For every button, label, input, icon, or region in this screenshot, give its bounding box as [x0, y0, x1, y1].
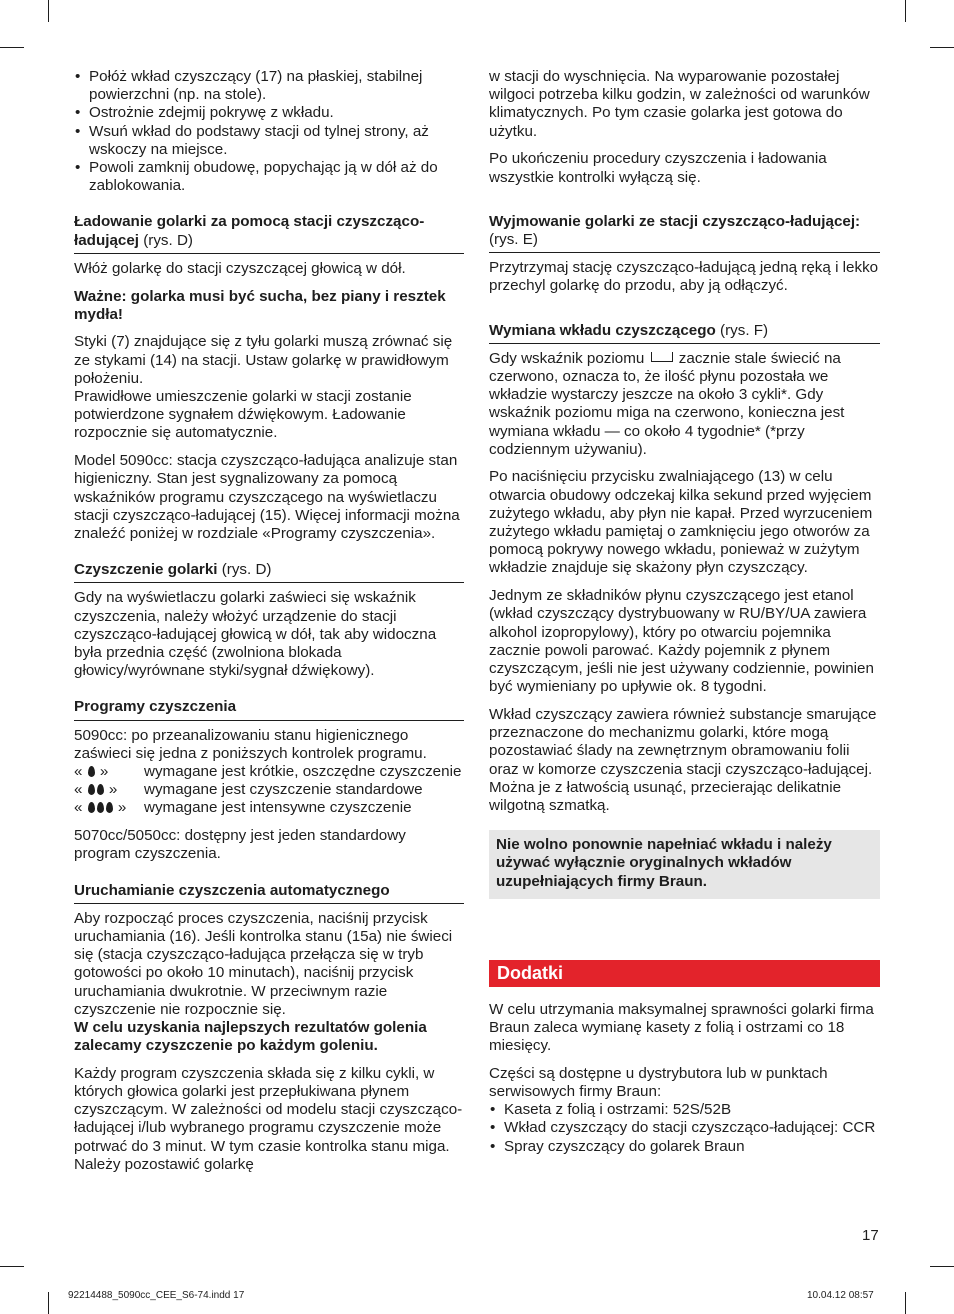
paragraph — [489, 350, 880, 459]
drop-icon — [97, 784, 104, 795]
list-item: • Kaseta z folią i ostrzami: 52S/52B — [489, 1101, 880, 1119]
paragraph: Włóż golarkę do stacji czyszczącej głowicą w dół. — [74, 259, 406, 277]
crop-mark — [48, 0, 49, 22]
figure-ref: (rys. F) — [715, 321, 769, 339]
program-row-standard — [74, 781, 464, 799]
section-title: Programy czyszczenia — [74, 698, 237, 716]
drop-icon — [88, 784, 95, 795]
section-heading-auto — [74, 882, 464, 904]
right-column — [489, 68, 880, 1165]
paragraph: Części są dostępne u dystrybutora lub w punktach serwisowych firmy Braun: — [489, 1064, 828, 1101]
quote-close: » — [99, 763, 109, 780]
paragraph: W celu utrzymania maksymalnej sprawności golarki firma Braun zaleca wymianę kasety z folią i ostrzami co 18 miesięcy. — [489, 1000, 874, 1055]
paragraph: Każdy program czyszczenia składa się z kilku cykli, w których głowica golarki jest przepłukiwana płynem czyszczącym. W zależności od modelu stacji czyszcząco-ładującej i/lub wybranego programu czyszczenie może potrwać do 3 minut. W tym czasie kontrolka stanu miga. Należy pozostawić golarkę — [74, 1064, 463, 1173]
section-title: Wymiana wkładu czyszczącego — [489, 321, 716, 339]
paragraph — [74, 333, 464, 442]
program-description: wymagane jest krótkie, oszczędne czyszczenie — [144, 763, 462, 780]
quote-open: « — [74, 781, 83, 799]
warning-text: Ważne: golarka musi być sucha, bez piany i resztek mydła! — [74, 287, 446, 323]
section-title: Czyszczenie golarki — [74, 561, 218, 579]
paragraph: Przytrzymaj stację czyszcząco-ładującą jedną ręką i lekko przechyl golarkę do przodu, aby ją odłączyć. — [489, 259, 879, 295]
accessories-heading: Dodatki — [489, 960, 880, 987]
section-heading-remove — [489, 213, 880, 253]
quote-open: « — [74, 799, 83, 817]
paragraph: Wkład czyszczący zawiera również substancje smarujące przeznaczone do mechanizmu golarki, które mogą pozostawiać ślady na zewnętrznym obramowaniu folii oraz w komorze czyszczenia stacji czyszcząco-ładującej. Można je z łatwością usunąć, przecierając delikatnie wilgotną szmatką. — [489, 705, 877, 814]
recommendation-text: W celu uzyskania najlepszych rezultatów golenia zalecamy czyszczenie po każdym goleniu. — [74, 1018, 427, 1055]
notice-box: Nie wolno ponownie napełniać wkładu i należy używać wyłącznie oryginalnych wkładów uzupełniających firmy Braun. — [489, 830, 880, 899]
programs-intro: 5090cc: po przeanalizowaniu stanu higienicznego zaświeci się jedna z poniższych kontrolek programu. — [74, 726, 427, 762]
paragraph: Po ukończeniu procedury czyszczenia i ładowania wszystkie kontrolki wyłączą się. — [489, 150, 827, 186]
list-item: • Połóż wkład czyszczący (17) na płaskiej, stabilnej powierzchni (np. na stole). — [74, 68, 464, 104]
list-item: • Wkład czyszczący do stacji czyszcząco-ładującej: CCR — [489, 1119, 880, 1137]
drop-icon — [88, 766, 95, 777]
paragraph: 5070cc/5050cc: dostępny jest jeden standardowy program czyszczenia. — [74, 827, 406, 863]
drop-icon — [106, 802, 113, 813]
list-item: • Spray czyszczący do golarek Braun — [489, 1138, 880, 1156]
crop-mark — [905, 1292, 906, 1314]
figure-ref: (rys. E) — [489, 230, 538, 248]
paragraph: Gdy na wyświetlaczu golarki zaświeci się wskaźnik czyszczenia, należy włożyć urządzenie do stacji czyszcząco-ładującej głowicą w dół, tak aby widoczna była przednia część (zwolniona blokada głowicy/wyrównane styki/sygnał dźwiękowy). — [74, 589, 437, 680]
quote-close: » — [117, 799, 127, 817]
paragraph-text: Aby rozpocząć proces czyszczenia, naciśnij przycisk uruchamiania (16). Jeśli kontrolka stanu (15a) nie świeci się (stacja czyszcząco-ładująca przełącza się w tryb gotowości po około 10 minutach), naciśnij przycisk uruchamiania dwukrotnie. W przeciwnym razie czyszczenie nie rozpocznie się. — [74, 909, 453, 1018]
program-description: wymagane jest intensywne czyszczenie — [144, 799, 412, 817]
program-row-intensive — [74, 799, 464, 817]
program-row-short — [74, 763, 464, 781]
crop-mark — [905, 0, 906, 22]
paragraph-line: Styki (7) znajdujące się z tyłu golarki muszą zrównać się ze stykami (14) na stacji. Ustaw golarkę w prawidłowym położeniu. — [74, 333, 453, 387]
paragraph: w stacji do wyschnięcia. Na wyparowanie pozostałej wilgoci potrzeba kilku godzin, w zależności od warunków klimatycznych. Po tym czasie golarka jest gotowa do użytku. — [489, 68, 870, 140]
paragraph-text: Gdy wskaźnik poziomu — [489, 349, 645, 367]
footer-file-slug: 92214488_5090cc_CEE_S6-74.indd 17 — [68, 1290, 245, 1301]
list-item: • Ostrożnie zdejmij pokrywę z wkładu. — [74, 104, 464, 122]
crop-mark — [930, 1266, 954, 1267]
page-number: 17 — [862, 1227, 879, 1244]
paragraph-line: Prawidłowe umieszczenie golarki w stacji zostanie potwierdzone sygnałem dźwiękowym. Ładowanie rozpocznie się automatycznie. — [74, 388, 412, 442]
section-heading-cleaning — [74, 561, 464, 583]
figure-ref: (rys. D) — [139, 231, 193, 249]
crop-mark — [0, 47, 24, 48]
section-heading-programs — [74, 698, 464, 720]
program-symbol — [74, 781, 144, 799]
list-item: • Wsuń wkład do podstawy stacji od tylnej strony, aż wskoczy na miejsce. — [74, 123, 464, 159]
section-heading-charging — [74, 213, 464, 253]
paragraph: Model 5090cc: stacja czyszcząco-ładująca analizuje stan higieniczny. Stan jest sygnalizowany za pomocą wskaźników programu czyszczącego na wyświetlaczu stacji czyszcząco-ładującej (15). Więcej informacji można znaleźć poniżej w rozdziale «Programy czyszczenia». — [74, 452, 460, 542]
drop-icon — [88, 802, 95, 813]
section-title: Ładowanie golarki za pomocą stacji czyszcząco-ładującej — [74, 213, 425, 249]
figure-ref: (rys. D) — [217, 561, 272, 579]
section-title: Wyjmowanie golarki ze stacji czyszcząco-ładującej: — [489, 212, 861, 230]
crop-mark — [0, 1266, 24, 1267]
crop-mark — [48, 1292, 49, 1314]
paragraph — [74, 910, 464, 1056]
setup-bullet-list — [74, 68, 464, 195]
footer-date-slug: 10.04.12 08:57 — [807, 1290, 874, 1301]
level-indicator-icon — [651, 352, 673, 362]
program-description: wymagane jest czyszczenie standardowe — [144, 781, 423, 799]
list-item: • Powoli zamknij obudowę, popychając ją w dół aż do zablokowania. — [74, 159, 464, 195]
section-heading-replace — [489, 322, 880, 344]
crop-mark — [930, 47, 954, 48]
paragraph: Po naciśnięciu przycisku zwalniającego (13) w celu otwarcia obudowy odczekaj kilka sekund przed wyjęciem zużytego wkładu, aby płyn nie kapał. Przed wyrzuceniem zużytego wkładu pamiętaj o zamknięciu jego otworów za pomocą pokrywy nowego wkładu, ponieważ w zużytym wkładzie znajduje się skażony płyn czyszczący. — [489, 468, 873, 577]
program-symbol — [74, 763, 144, 781]
paragraph: Jednym ze składników płynu czyszczącego jest etanol (wkład czyszczący dystrybuowany w RU/BY/UA zawiera alkohol izopropylowy), który po otwarciu pojemnika zacznie powoli parować. Każdy pojemnik z płynem czyszczącym, jeśli nie jest używany codziennie, powinien być wymieniany po upływie ok. 8 tygodni. — [489, 587, 874, 696]
quote-open: « — [74, 763, 83, 780]
quote-close: » — [108, 781, 118, 799]
paragraph-text: zacznie stale świecić na czerwono, oznacza to, że ilość płynu pozostała we wkładzie wystarczy jeszcze na około 3 cykli*. Gdy wskaźnik poziomu miga na czerwono, konieczna jest wymiana wkładu — co około 4 tygodnie* (*przy codziennym używaniu). — [489, 349, 845, 458]
drop-icon — [97, 802, 104, 813]
accessories-list — [489, 1101, 880, 1156]
section-title: Uruchamianie czyszczenia automatycznego — [74, 881, 390, 899]
program-symbol — [74, 799, 144, 817]
left-column — [74, 68, 464, 1184]
